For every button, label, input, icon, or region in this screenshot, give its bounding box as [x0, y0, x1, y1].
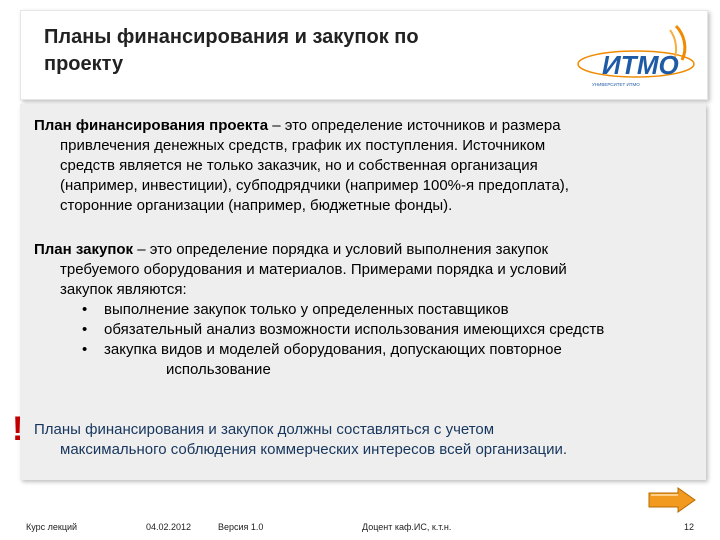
footer-page-number: 12: [684, 522, 695, 532]
list-item: • закупка видов и моделей оборудования, допускающих повторное: [82, 341, 562, 358]
list-item: • выполнение закупок только у определенных поставщиков: [82, 301, 509, 318]
bullet-icon: •: [82, 301, 88, 318]
next-slide-button[interactable]: [648, 487, 696, 513]
bullet-icon: •: [82, 341, 88, 358]
summary-paragraph: Планы финансирования и закупок должны составляться с учетом максимального соблюдения коммерческих интересов всей организации.: [34, 421, 568, 458]
exclamation-icon: !: [12, 410, 24, 448]
footer-course: Курс лекций: [26, 522, 78, 532]
footer-date: 04.02.2012: [146, 522, 192, 532]
arrow-right-icon: [649, 488, 695, 512]
financing-plan-term: План финансирования проекта: [34, 117, 269, 134]
slide-title: [44, 24, 419, 78]
procurement-plan-term: План закупок: [34, 241, 134, 258]
list-item: • обязательный анализ возможности использования имеющихся средств: [82, 321, 605, 338]
content-panel: [20, 104, 706, 480]
footer-version: Версия 1.0: [218, 522, 264, 532]
title-line-2: проекту: [44, 53, 124, 75]
title-line-1: Планы финансирования и закупок по: [44, 26, 419, 48]
bullet-icon: •: [82, 321, 88, 338]
footer-author: Доцент каф.ИС, к.т.н.: [362, 522, 452, 532]
logo-tagline: УНИВЕРСИТЕТ ИТМО: [592, 82, 640, 87]
procurement-plan-paragraph: План закупок – это определение порядка и условий выполнения закупок требуемого оборудования и материалов. Примерами порядка и условий закупок являются: • выполнение закупок только у определенных поставщиков • обязательный анализ возможности использования имеющихся средств • закупка видов и моделей оборудования, допускающих повторное использование: [34, 240, 704, 380]
itmo-logo: [572, 20, 702, 90]
logo-text: ИТМО: [602, 50, 679, 80]
financing-plan-paragraph: План финансирования проекта – это определение источников и размера привлечения денежных средств, график их поступления. Источником средств является не только заказчик, но и собственная организация (например, инвестиции), субподрядчики (например 100%-я предоплата), сторонние организации (например, бюджетные фонды).: [34, 117, 569, 214]
